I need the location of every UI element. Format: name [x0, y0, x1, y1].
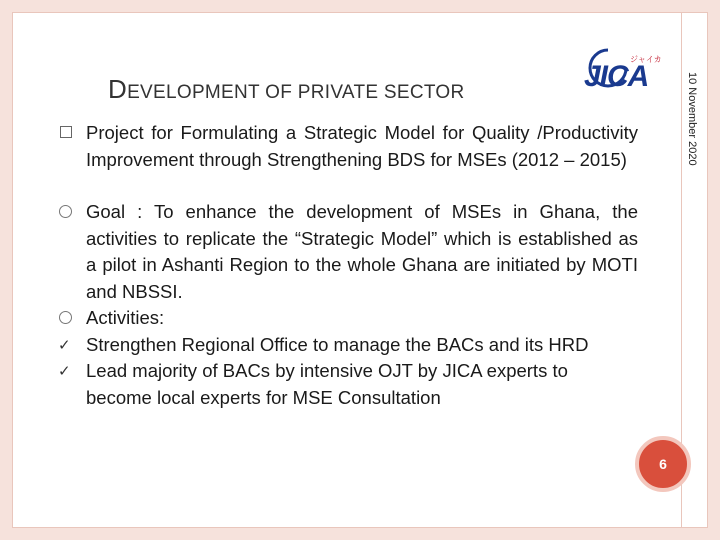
bullet-item-goal	[58, 199, 638, 305]
bullet-item-strengthen	[58, 332, 638, 359]
jica-logo	[578, 40, 668, 96]
bullet-item-lead	[58, 358, 638, 411]
bullet-text: Lead majority of BACs by intensive OJT by JICA experts to become local experts for MSE Consultation	[86, 360, 568, 408]
circle-bullet-icon	[58, 204, 74, 220]
bullet-item-project	[58, 120, 638, 173]
title-rest: EVELOPMENT OF PRIVATE SECTOR	[127, 82, 465, 103]
bullet-item-activities	[58, 305, 638, 332]
bullet-list	[58, 120, 638, 411]
circle-bullet-icon	[58, 310, 74, 326]
bullet-text: Activities:	[86, 307, 165, 328]
check-bullet-icon: ✓	[58, 335, 71, 354]
side-date: 10 November 2020	[686, 72, 698, 166]
title-initial: D	[108, 74, 128, 104]
slide-title	[108, 74, 578, 105]
page-number-badge: 6	[635, 436, 691, 492]
logo-kana: ジャイカ	[630, 55, 662, 64]
logo-text: JICA	[584, 60, 649, 93]
bullet-text: Strengthen Regional Office to manage the BACs and its HRD	[86, 333, 589, 355]
bullet-text: Project for Formulating a Strategic Model for Quality /Productivity Improvement through Strengthening BDS for MSEs (2012 – 2015)	[86, 122, 638, 170]
square-bullet-icon	[58, 125, 74, 141]
bullet-text: Goal : To enhance the development of MSEs in Ghana, the activities to replicate the “Strategic Model” which is established as a pilot in Ashanti Region to the whole Ghana are initiated by MOTI and NBSSI.	[86, 201, 638, 302]
check-bullet-icon: ✓	[58, 362, 71, 380]
